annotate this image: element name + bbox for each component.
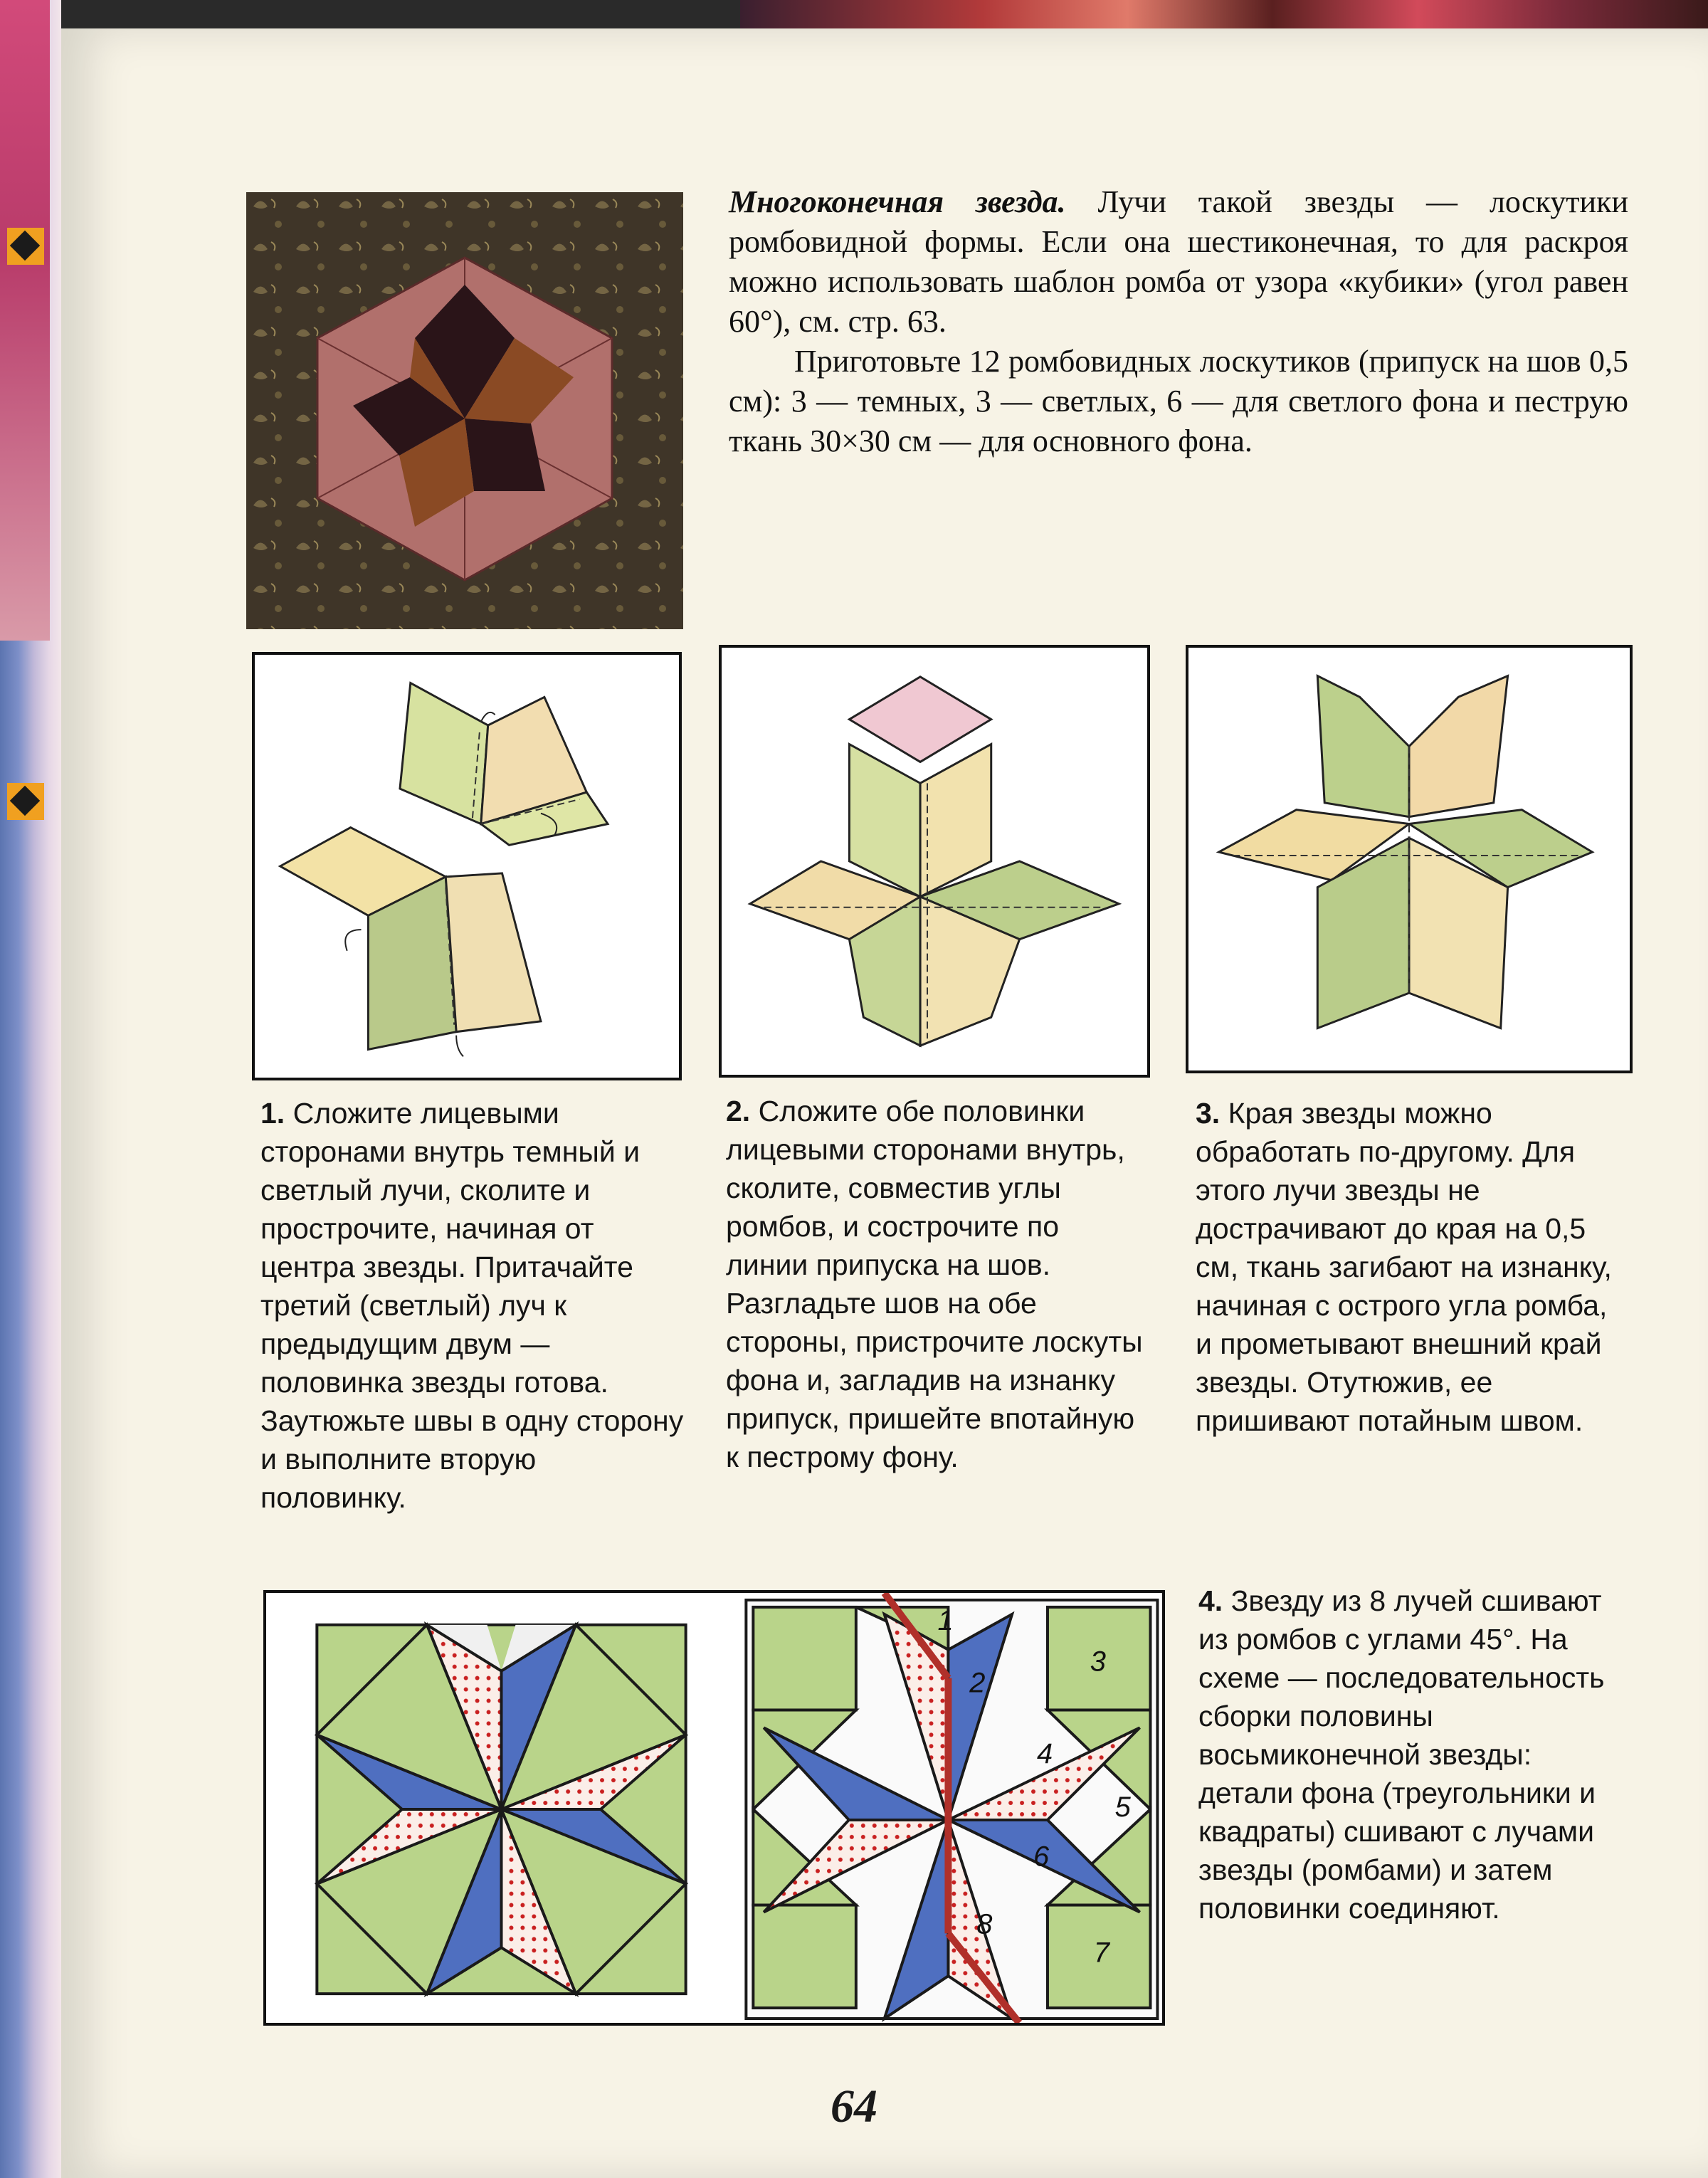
eight-point-star-diagram [263,1590,1165,2026]
step-2-text [726,1092,1146,1476]
intro-paragraph-1 [729,182,1628,342]
step-4-number: 4. [1198,1584,1223,1617]
diagram-label-7: 7 [1093,1937,1109,1969]
step-1-body: Сложите лицевыми сторонами внутрь темный и светлый лучи, сколите и прострочите, начиная от центра звезды. Притачайте третий (светлый) луч к предыдущим двум — половинка звезды готова. Заутюжьте швы в одну сторону и выполните вторую половинку. [260,1097,684,1514]
spine-stripe [0,0,50,641]
diagram-label-3: 3 [1090,1646,1106,1678]
spine-corner-mark [7,783,44,820]
step-2-number: 2. [726,1095,751,1127]
hexagon-star-quilt-photo [246,192,683,629]
intro-paragraph-2: Приготовьте 12 ромбовидных лоскутиков (припуск на шов 0,5 см): 3 — темных, 3 — светлых, 6 — для светлого фона и пеструю ткань 30×30 см — для основного фона. [729,344,1628,458]
step-3-body: Края звезды можно обработать по-другому. Для этого лучи звезды не дострачивают до края на 0,5 см, ткань загибают на изнанку, начиная с острого угла ромба, и прометывают внешний край звезды. Отутюжив, ее пришивают потайным швом. [1196,1097,1612,1437]
diagram-label-2: 2 [969,1667,986,1699]
intro-paragraph-1-text: Лучи такой звезды — лоскутики ромбовидной формы. Если она шестиконечная, то для раскроя можно использовать шаблон ромба от узора «кубики» (угол равен 60°), см. стр. 63. [729,184,1628,339]
diagram-label-8: 8 [976,1908,993,1940]
step-1-text [260,1094,687,1517]
step-2-body: Сложите обе половинки лицевыми сторонами внутрь, сколите, совместив углы ромбов, и сострочите по линии припуска на шов. Разгладьте шов на обе стороны, пристрочите лоскуты фона и, загладив на изнанку припуск, пришейте впотайную к пестрому фону. [726,1095,1143,1473]
step-4-body: Звезду из 8 лучей сшивают из ромбов с углами 45°. На схеме — последовательность сборки половины восьмиконечной звезды: детали фона (треугольники и квадраты) сшивают с лучами звезды (ромбами) и затем половинки соединяют. [1198,1584,1605,1925]
page-number: 64 [831,2080,877,2132]
step-2-illustration [719,645,1150,1078]
diagram-label-4: 4 [1036,1738,1053,1770]
diagram-label-1: 1 [937,1604,954,1636]
book-spine [0,0,61,2178]
step-3-illustration [1186,645,1633,1073]
intro-text [729,182,1628,461]
diagram-label-6: 6 [1033,1841,1050,1873]
spine-corner-mark [7,228,44,265]
step-3-text [1196,1094,1623,1440]
diagram-label-5: 5 [1114,1791,1131,1823]
step-1-number: 1. [260,1097,285,1130]
step-4-text [1198,1582,1633,1927]
step-3-number: 3. [1196,1097,1221,1130]
step-1-illustration [252,652,682,1080]
intro-lead: Многоконечная звезда. [729,184,1066,219]
completed-star-block [317,1625,685,1994]
